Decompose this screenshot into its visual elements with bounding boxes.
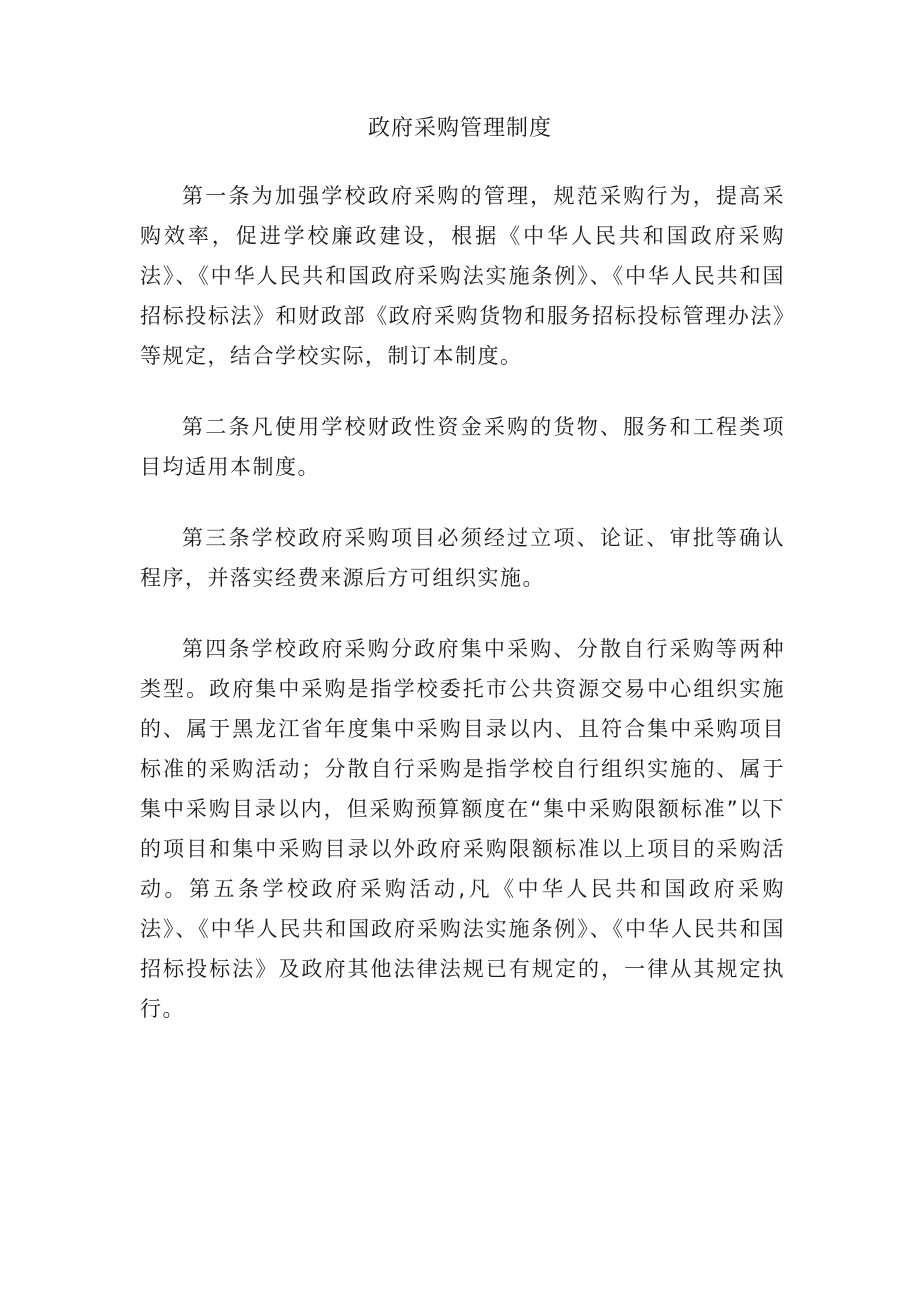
article-2-paragraph: 第二条凡使用学校财政性资金采购的货物、服务和工程类项目均适用本制度。 bbox=[140, 415, 785, 479]
article-3-paragraph: 第三条学校政府采购项目必须经过立项、论证、审批等确认程序，并落实经费来源后方可组织实施。 bbox=[140, 526, 785, 590]
document-body bbox=[140, 176, 785, 1060]
article-1-paragraph: 第一条为加强学校政府采购的管理，规范采购行为，提高采购效率，促进学校廉政建设，根据《中华人民共和国政府采购法》、《中华人民共和国政府采购法实施条例》、《中华人民共和国招标投标法》和财政部《政府采购货物和服务招标投标管理办法》等规定，结合学校实际，制订本制度。 bbox=[140, 184, 785, 368]
document-title: 政府采购管理制度 bbox=[367, 116, 552, 141]
article-4-paragraph: 第四条学校政府采购分政府集中采购、分散自行采购等两种类型。政府集中采购是指学校委托市公共资源交易中心组织实施的、属于黑龙江省年度集中采购目录以内、且符合集中采购项目标准的采购活动；分散自行采购是指学校自行组织实施的、属于集中采购目录以内，但采购预算额度在“集中采购限额标准”以下的项目和集中采购目录以外政府采购限额标准以上项目的采购活动。第五条学校政府采购活动,凡《中华人民共和国政府采购法》、《中华人民共和国政府采购法实施条例》、《中华人民共和国招标投标法》及政府其他法律法规已有规定的，一律从其规定执行。 bbox=[140, 637, 785, 1021]
